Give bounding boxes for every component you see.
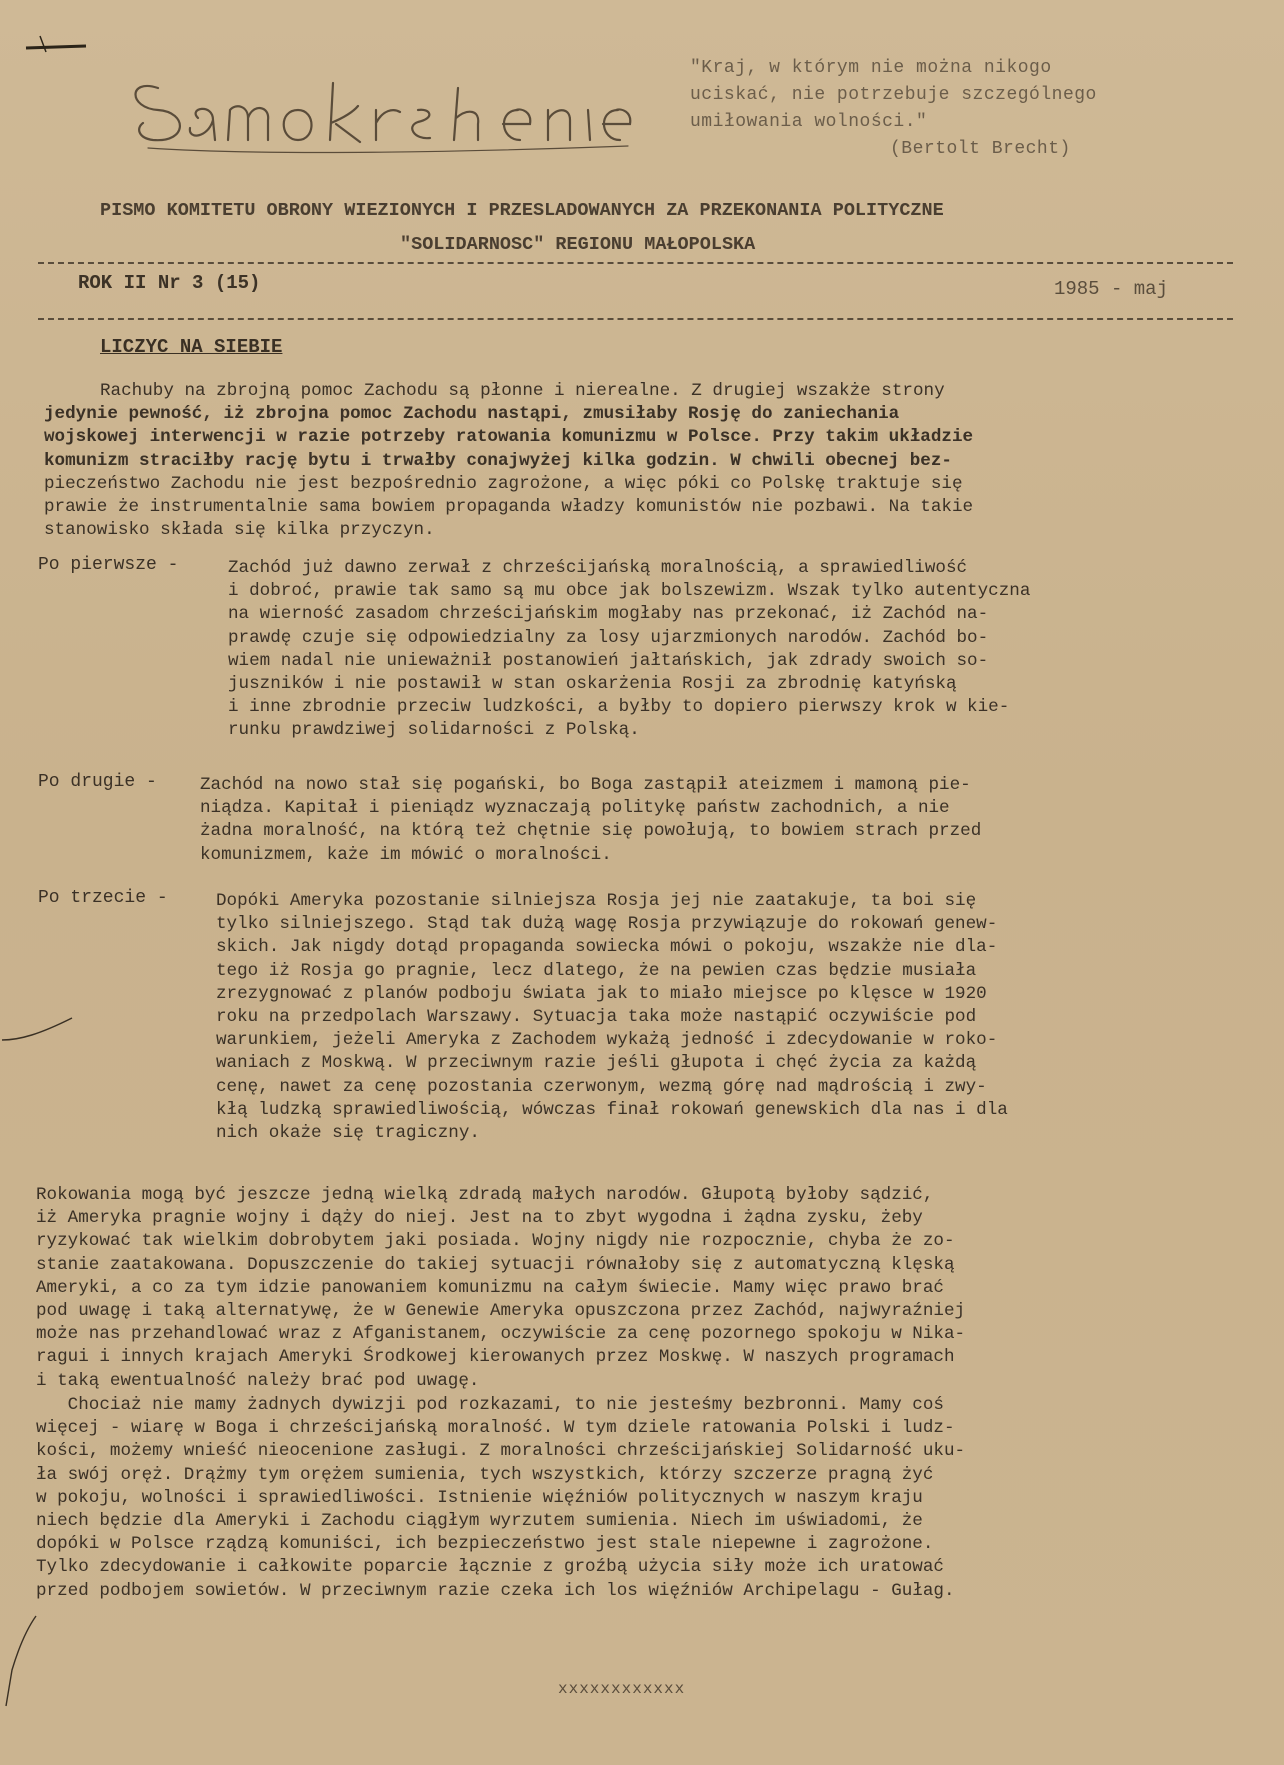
text-line: żadna moralność, na którą też chętnie się powołują, to bowiem strach przed (200, 821, 982, 842)
point-two-paragraph (200, 774, 981, 867)
end-mark: xxxxxxxxxxxx (558, 1680, 686, 1698)
text-line: Dopóki Ameryka pozostanie silniejsza Rosja jej nie zaatakuje, ta boi się (216, 891, 977, 911)
text-line: i dobroć, prawie tak samo są mu obce jak bolszewizm. Wszak tylko autentyczna (228, 581, 1031, 602)
point-label: Po drugie - (38, 772, 157, 792)
margin-pen-stroke (0, 1010, 80, 1050)
text-line: Ameryki, a co za tym idzie panowaniem komunizmu na całym świecie. Mamy więc prawo brać (36, 1277, 944, 1298)
text-line: i inne zbrodnie przeciw ludzkości, a byłby to dopiero pierwszy krok w kie- (228, 697, 1010, 718)
intro-paragraph (44, 380, 973, 542)
divider-rule (38, 318, 1233, 320)
text-line: Rachuby na zbrojną pomoc Zachodu są płonne i nierealne. Z drugiej wszakże strony (100, 381, 945, 401)
text-line: komunizm straciłby rację bytu i trwałby conajwyżej kilka godzin. W chwili obecnej bez- (44, 450, 952, 471)
text-line: wiem nadal nie unieważnił postanowień jałtańskich, jak zdrady swoich so- (228, 650, 989, 671)
text-line: pieczeństwo Zachodu nie jest bezpośrednio zagrożone, a więc póki co Polskę traktuje się (44, 473, 963, 494)
text-line: iż Ameryka pragnie wojny i dąży do niej. Jest na to zbyt wygodna i żądna zysku, żeby (36, 1208, 923, 1229)
text-line: Rokowania mogą być jeszcze jedną wielką zdradą małych narodów. Głupotą byłoby sądzić, (36, 1185, 934, 1205)
text-line: kłą ludzką sprawiedliwością, wówczas finał rokowań genewskich dla nas i dla (216, 1099, 1008, 1120)
body-paragraph (36, 1184, 965, 1393)
issue-info (78, 272, 1208, 302)
publisher-region: "SOLIDARNOSC" REGIONU MAŁOPOLSKA (400, 234, 756, 255)
text-line: więcej - wiarę w Boga i chrześcijańską moralność. W tym dziele ratowania Polski i ludz- (36, 1418, 955, 1439)
text-line: niech będzie dla Ameryki i Zachodu ciągłym wyrzutem sumienia. Niech im uświadomi, że (36, 1511, 923, 1532)
point-one-paragraph (228, 557, 1030, 743)
text-line: niądza. Kapitał i pieniądz wyznaczają politykę państw zachodnich, a nie (200, 798, 950, 819)
text-line: na wierność zasadom chrześcijańskim mogłaby nas przekonać, iż Zachód na- (228, 604, 989, 625)
text-line: Zachód na nowo stał się pogański, bo Boga zastąpił ateizmem i mamoną pie- (200, 775, 971, 795)
article-title: LICZYC NA SIEBIE (100, 336, 283, 358)
pen-mark (22, 30, 92, 60)
text-line: ła swój oręż. Drążmy tym orężem sumienia, tych wszystkich, którzy szczerze pragną żyć (36, 1464, 934, 1485)
point-three-paragraph (216, 890, 1008, 1145)
text-line: Zachód już dawno zerwał z chrześcijańską moralnością, a sprawiedliwość (228, 558, 968, 578)
text-line: Tylko zdecydowanie i całkowite poparcie łącznie z groźbą użycia siły może ich uratować (36, 1557, 944, 1578)
issue-number: ROK II Nr 3 (15) (78, 272, 261, 294)
text-line: dopóki w Polsce rządzą komuniści, ich bezpieczeństwo jest stale niepewne i zagrożone. (36, 1534, 934, 1555)
masthead-logo (118, 48, 638, 168)
text-line: wojskowej interwencji w razie potrzeby ratowania komunizmu w Polsce. Przy takim układzie (44, 427, 974, 448)
quote-line: "Kraj, w którym nie można nikogo (690, 58, 1052, 78)
text-line: tylko silniejszego. Stąd tak dużą wagę Rosja przywiązuje do rokowań genew- (216, 914, 998, 935)
point-label: Po pierwsze - (38, 555, 179, 575)
text-line: może nas przehandlować wraz z Afganistanem, oczywiście za cenę pozornego spokoju w Nika- (36, 1324, 966, 1345)
text-line: komunizmem, każe im mówić o moralności. (200, 844, 612, 865)
divider-rule (38, 262, 1233, 264)
text-line: prawie że instrumentalnie sama bowiem propaganda władzy komunistów nie pozbawi. Na takie (44, 497, 974, 518)
text-line: stanie zaatakowana. Dopuszczenie do takiej sytuacji równałoby się z automatyczną klęską (36, 1254, 955, 1275)
text-line: w pokoju, wolności i sprawiedliwości. Istnienie więźniów politycznych w naszym kraju (36, 1487, 923, 1508)
text-line: tego iż Rosja go pragnie, lecz dlatego, że na pewien czas będzie musiała (216, 960, 977, 981)
text-line: ryzykować tak wielkim dobrobytem jaki posiada. Wojny nigdy nie rozpocznie, chyba że zo- (36, 1231, 955, 1252)
text-line: pod uwagę i taką alternatywę, że w Genewie Ameryka opuszczona przez Zachód, najwyraźniej (36, 1301, 966, 1322)
text-line: Chociaż nie mamy żadnych dywizji pod rozkazami, to nie jesteśmy bezbronni. Mamy coś (36, 1395, 944, 1415)
text-line: waniach z Moskwą. W przeciwnym razie jeśli głupota i chęć życia za każdą (216, 1053, 977, 1074)
text-line: i taką ewentualność należy brać pod uwagę. (36, 1370, 480, 1391)
quote-line: umiłowania wolności." (690, 112, 928, 132)
publisher-heading (100, 194, 1180, 262)
text-line: cenę, nawet za cenę pozostania czerwonym, wezmą górę nad mądrością i zwy- (216, 1076, 987, 1097)
text-line: stanowisko składa się kilka przyczyn. (44, 520, 435, 541)
text-line: nich okaże się tragiczny. (216, 1123, 480, 1144)
text-line: kości, możemy wnieść nieocenione zasługi. Z moralności chrześcijańskiej Solidarność uku- (36, 1441, 966, 1462)
quote-line: uciskać, nie potrzebuje szczególnego (690, 85, 1097, 105)
point-label: Po trzecie - (38, 888, 168, 908)
text-line: skich. Jak nigdy dotąd propaganda sowiecka mówi o pokoju, wszakże nie dla- (216, 937, 998, 958)
text-line: przed podbojem sowietów. W przeciwnym razie czeka ich los więźniów Archipelagu - Gułag. (36, 1580, 955, 1601)
margin-pen-stroke (2, 1610, 42, 1710)
text-line: prawdę czuje się odpowiedzialny za losy ujarzmionych narodów. Zachód bo- (228, 627, 989, 648)
text-line: runku prawdziwej solidarności z Polską. (228, 720, 640, 741)
text-line: jedynie pewność, iż zbrojna pomoc Zachodu nastąpi, zmusiłaby Rosję do zaniechania (44, 404, 900, 425)
body-paragraph (36, 1394, 965, 1603)
text-line: juszników i nie postawił w stan oskarżenia Rosji za zbrodnię katyńską (228, 674, 957, 695)
text-line: warunkiem, jeżeli Ameryka z Zachodem wykażą jedność i zdecydowanie w roko- (216, 1030, 998, 1051)
epigraph-quote (690, 55, 1250, 163)
text-line: ragui i innych krajach Ameryki Środkowej kierowanych przez Moskwę. W naszych programach (36, 1347, 955, 1368)
publisher-line: PISMO KOMITETU OBRONY WIEZIONYCH I PRZESLADOWANYCH ZA PRZEKONANIA POLITYCZNE (100, 200, 944, 221)
text-line: roku na przedpolach Warszawy. Sytuacja taka może nastąpić oczywiście pod (216, 1007, 977, 1028)
issue-date: 1985 - maj (1053, 278, 1168, 300)
text-line: zrezygnować z planów podboju świata jak to miało miejsce po klęsce w 1920 (216, 983, 987, 1004)
quote-author: (Bertolt Brecht) (890, 139, 1071, 159)
